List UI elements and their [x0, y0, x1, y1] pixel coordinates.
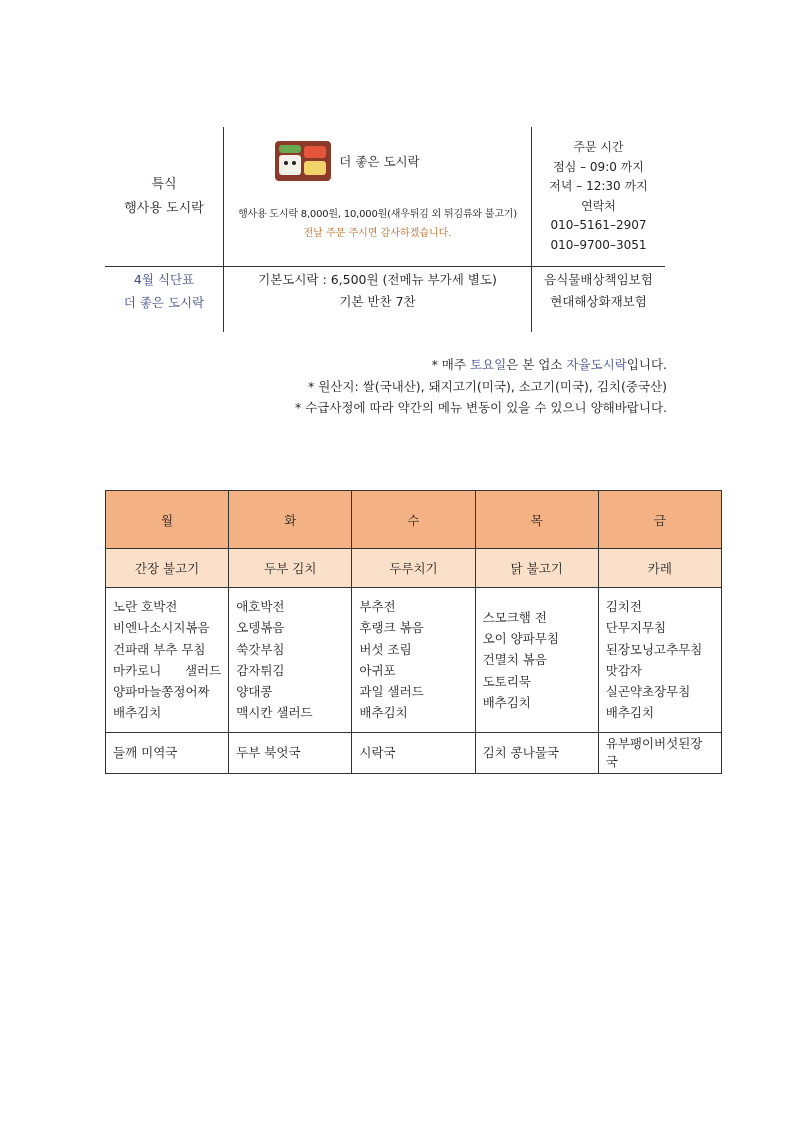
- base-price: 기본도시락 : 6,500원 (전메뉴 부가세 별도): [258, 271, 497, 287]
- soup: 김치 콩나물국: [475, 732, 598, 773]
- day-header: 월: [106, 491, 229, 549]
- side-dish: 배추김치: [482, 694, 531, 710]
- brand: [275, 141, 419, 181]
- note-text: * 매주: [431, 357, 470, 372]
- phone-number: 010–9700–3051: [550, 237, 647, 252]
- side-dish: 오뎅볶음: [236, 620, 285, 636]
- side-dish: 양대콩: [236, 684, 273, 700]
- day-header: 수: [352, 491, 475, 549]
- side-dishes-tue: [229, 588, 352, 733]
- dinner-time: 저녁 – 12:30 까지: [549, 179, 648, 193]
- day-header: 목: [475, 491, 598, 549]
- main-dish-row: [106, 549, 722, 588]
- day-header: 금: [598, 491, 721, 549]
- side-dishes-thu: [475, 588, 598, 733]
- soup: 시락국: [352, 732, 475, 773]
- main-dish: 간장 불고기: [106, 549, 229, 588]
- soup: 들깨 미역국: [106, 732, 229, 773]
- days-row: [106, 491, 722, 549]
- price-cell: [224, 267, 531, 332]
- soup: 유부팽이버섯된장국: [598, 732, 721, 773]
- soup-row: [106, 732, 722, 773]
- side-dish: 부추전: [359, 599, 396, 614]
- side-dish: 스모크햄 전: [482, 609, 547, 625]
- side-dishes-fri: [598, 588, 721, 733]
- month-cell: [105, 267, 223, 332]
- side-dish: 후랭크 볶음: [359, 620, 424, 636]
- special-label: 특식: [151, 176, 177, 192]
- insurance-line: 현대해상화재보험: [550, 293, 647, 309]
- main-dish: 두루치기: [352, 549, 475, 588]
- main-dish: 닭 불고기: [475, 549, 598, 588]
- side-dish: 오이 양파무침: [482, 630, 559, 646]
- contact-title: 연락처: [581, 198, 616, 213]
- side-dish: 맥시칸 샐러드: [236, 705, 313, 721]
- main-dish: 두부 김치: [229, 549, 352, 588]
- contact-cell: [532, 127, 665, 266]
- month-label: 4월 식단표: [133, 271, 195, 287]
- side-dish: 버섯 조림: [359, 641, 412, 657]
- lunch-time: 점심 – 09:0 까지: [553, 159, 644, 174]
- side-dish: 된장모닝고추무침: [605, 641, 703, 657]
- lunchbox-image: [275, 141, 331, 181]
- side-dish: 과일 샐러드: [359, 684, 424, 700]
- brand-cell: [224, 127, 531, 266]
- side-dishes-wed: [352, 588, 475, 733]
- side-dish-row: [106, 588, 722, 733]
- note-line: [295, 354, 667, 376]
- side-dish: 마카로니 샐러드: [113, 662, 222, 678]
- side-dish: 김치전: [605, 599, 642, 614]
- note-text: 은 본 업소: [506, 357, 567, 372]
- side-dish: 건멸치 볶음: [482, 652, 547, 668]
- phone-number: 010–5161–2907: [550, 218, 647, 232]
- month-brand: 더 좋은 도시락: [123, 294, 205, 310]
- side-dish: 배추김치: [359, 705, 408, 721]
- note-highlight: 토요일: [469, 357, 507, 372]
- side-dish: 쑥갓부침: [236, 641, 285, 657]
- side-dish: 배추김치: [113, 705, 162, 721]
- main-dish: 카레: [598, 549, 721, 588]
- soup: 두부 북엇국: [229, 732, 352, 773]
- side-dish: 애호박전: [236, 599, 285, 614]
- thanks-note: 전날 주문 주시면 감사하겠습니다.: [303, 227, 452, 239]
- note-line: * 원산지: 쌀(국내산), 돼지고기(미국), 소고기(미국), 김치(중국산): [308, 378, 667, 394]
- notes: [295, 354, 667, 419]
- side-dish: 비엔나소시지볶음: [113, 620, 210, 636]
- special-cell: [105, 127, 223, 266]
- side-dish: 맛감자: [605, 662, 642, 678]
- day-header: 화: [229, 491, 352, 549]
- note-highlight: 자율도시락: [566, 357, 627, 372]
- side-dish: 단무지무침: [605, 620, 667, 636]
- base-sides: 기본 반찬 7찬: [339, 293, 416, 309]
- insurance-line: 음식물배상책임보험: [544, 271, 653, 287]
- note-line: * 수급사정에 따라 약간의 메뉴 변동이 있을 수 있으니 양해바랍니다.: [294, 400, 667, 415]
- side-dish: 감자튀김: [236, 662, 285, 678]
- side-dish: 건파래 부추 무침: [113, 641, 206, 657]
- side-dish: 노란 호박전: [113, 599, 178, 614]
- side-dish: 배추김치: [605, 705, 655, 721]
- event-prices: 행사용 도시락 8,000원, 10,000원(새우튀김 외 튀김류와 불고기): [238, 208, 517, 220]
- event-label: 행사용 도시락: [124, 200, 204, 216]
- side-dish: 양파마늘쫑정어짜: [113, 684, 210, 700]
- header-block: [105, 127, 665, 332]
- insurance-cell: [532, 267, 665, 332]
- side-dish: 실곤약초장무침: [605, 684, 691, 700]
- side-dish: 도토리묵: [482, 673, 531, 689]
- side-dishes-mon: [106, 588, 229, 733]
- menu-table: [105, 490, 722, 774]
- order-time-title: 주문 시간: [573, 140, 624, 154]
- note-text: 입니다.: [626, 357, 667, 372]
- side-dish: 아귀포: [359, 662, 396, 678]
- brand-name: 더 좋은 도시락: [339, 153, 420, 169]
